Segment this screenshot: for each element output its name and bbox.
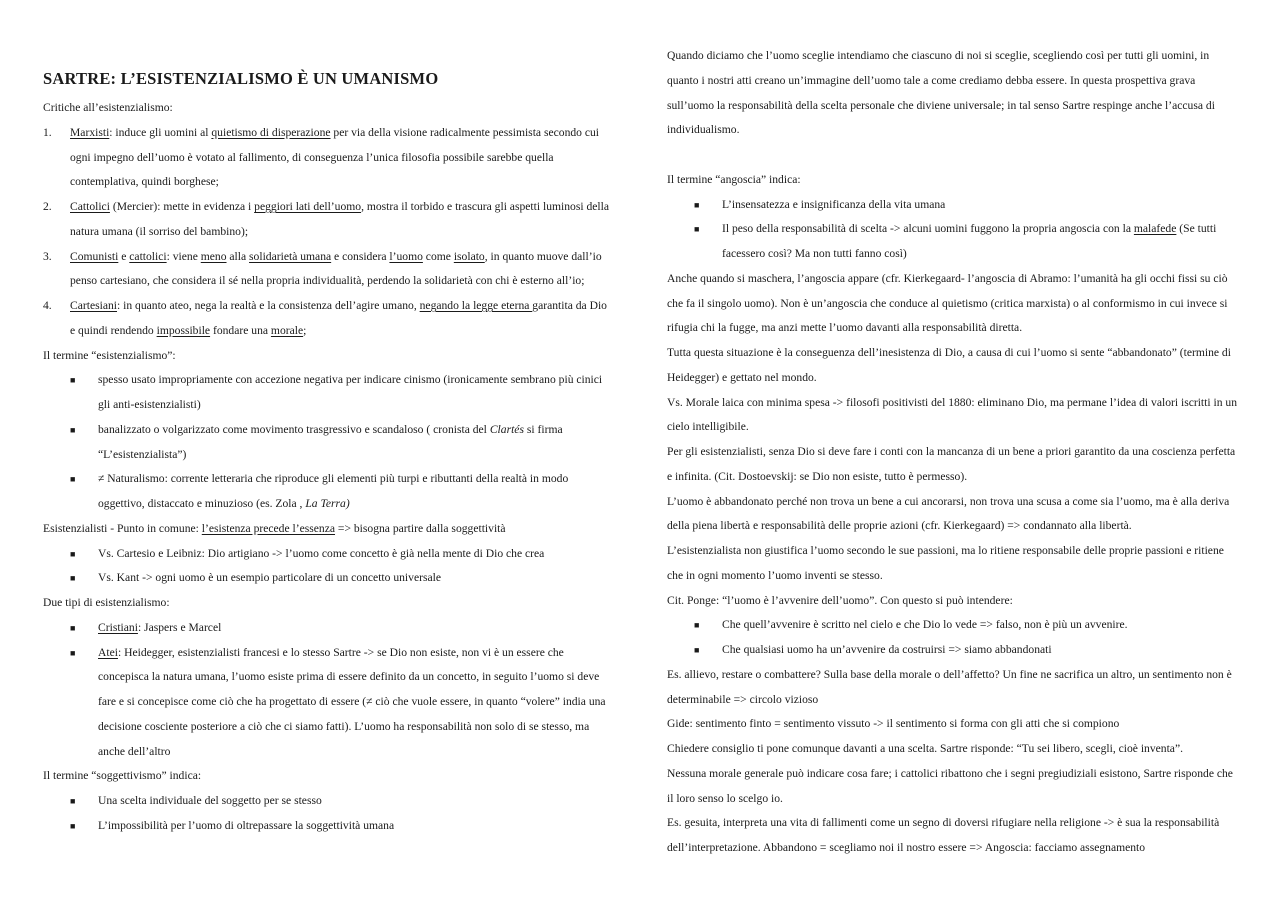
text-run: Esistenzialisti - Punto in comune: <box>43 521 202 535</box>
underlined-term: l’uomo <box>389 249 423 263</box>
text-run: e <box>118 249 130 263</box>
underlined-term: cattolici <box>129 249 167 263</box>
item-text <box>98 368 613 418</box>
square-bullet-icon: ■ <box>694 224 700 235</box>
numbered-item <box>43 245 613 295</box>
item-text <box>98 467 613 517</box>
underlined-term: malafede <box>1133 222 1177 236</box>
text-run: : Heidegger, esistenzialisti francesi e lo stesso Sartre -> se Dio non esiste, non vi è un essere che concepisca la natura umana, l’uomo esiste prima di essere definito da un concetto, in seguito l’uomo si deve fare e si concepisce come ciò che ha progettato di essere (≠ ciò che vuole essere, in quanto “volere” india una decisione cosciente posteriore a ciò che ci siamo fatti). L’uomo ha responsabilità non solo di se stesso, ma anche dell’altro <box>98 645 606 758</box>
body-paragraph: Vs. Morale laica con minima spesa -> filosofi positivisti del 1880: eliminano Dio, ma permane l’idea di valori iscritti in un cielo intelligibile. <box>667 395 1238 434</box>
item-text <box>98 616 613 641</box>
item-text <box>70 294 613 344</box>
square-bullet-icon: ■ <box>694 645 700 655</box>
numbered-item <box>43 195 613 245</box>
text-run: ; <box>303 323 307 337</box>
item-text <box>70 121 613 195</box>
body-paragraph: Gide: sentimento finto = sentimento vissuto -> il sentimento si forma con gli atti che si compiono <box>667 717 1120 731</box>
text-run: si firma “L’esistenzialista”) <box>98 422 563 461</box>
bullet-item <box>43 789 613 814</box>
bullet-item <box>43 467 613 517</box>
text-run: , mostra il torbido e trascura gli aspetti luminosi della natura umana (il sorriso del bambino); <box>70 200 609 238</box>
numbered-item <box>43 294 613 344</box>
body-paragraph: Anche quando si maschera, l’angoscia appare (cfr. Kierkegaard- l’angoscia di Abramo: l’umanità ha gli occhi fissi su ciò che fa il singolo uomo). Non è un’angoscia che conduce al quietismo (critica marxista) o al conformismo in cui invece si rifugia chi la fugge, ma anzi mette l’uomo davanti alla responsabilità diretta. <box>667 271 1228 335</box>
item-text <box>722 217 1239 267</box>
italic-title: La Terra) <box>305 497 350 510</box>
text-run: (Se tutti facessero così? Ma non tutti fanno così) <box>722 222 1217 260</box>
square-bullet-icon: ■ <box>694 199 700 210</box>
underlined-term: Cattolici <box>70 200 110 213</box>
text-run: : in quanto ateo, nega la realtà e la consistenza dell’agire umano, <box>117 299 420 312</box>
text-run: : viene <box>166 249 201 263</box>
punto-in-comune <box>43 517 613 542</box>
underlined-term: solidarietà umana <box>249 249 332 263</box>
bullet-item <box>667 638 1239 663</box>
termine-angoscia: Il termine “angoscia” indica: <box>667 172 801 186</box>
bullet-item <box>667 217 1239 267</box>
body-paragraph: Chiedere consiglio ti pone comunque davanti a una scelta. Sartre risponde: “Tu sei libero, scegli, cioè inventa”. <box>667 742 1183 755</box>
intro-paragraph: Quando diciamo che l’uomo sceglie intendiamo che ciascuno di noi si sceglie, scegliendo così per tutti gli uomini, in quanto i nostri atti creano un’immagine dell’uomo tale a come crediamo debba essere. In questa prospettiva grava sull’uomo la responsabilità della scelta personale che diviene universale; in tal senso Sartre respinge anche l’accusa di individualismo. <box>667 49 1215 137</box>
underlined-term: Comunisti <box>70 249 119 263</box>
text-run: Che qualsiasi uomo ha un’avvenire da costruirsi => siamo abbandonati <box>722 643 1052 656</box>
body-paragraph: L’esistenzialista non giustifica l’uomo secondo le sue passioni, ma lo ritiene responsabile delle proprie passioni e ritiene che in ogni momento l’uomo inventi se stesso. <box>667 544 1224 582</box>
termine-esistenzialismo: Il termine “esistenzialismo”: <box>43 348 176 362</box>
text-run: ≠ Naturalismo: corrente letteraria che riproduce gli elementi più turpi e ributtanti della realtà in modo oggettivo, distaccato e minuzioso (es. Zola , <box>98 472 569 510</box>
esistenzialismo-bullets <box>43 368 613 517</box>
text-run: alla <box>226 249 250 263</box>
body-paragraph: Es. allievo, restare o combattere? Sulla base della morale o dell’affetto? Un fine ne sacrifica un altro, un sentimento non è determinabile => circolo vizioso <box>667 667 1232 706</box>
item-text <box>722 613 1239 638</box>
critiche-intro: Critiche all’esistenzialismo: <box>43 101 173 114</box>
text-run: e considera <box>331 249 390 263</box>
text-run: Una scelta individuale del soggetto per se stesso <box>98 794 322 807</box>
bullet-item <box>43 542 613 567</box>
item-number: 1. <box>43 125 52 139</box>
square-bullet-icon: ■ <box>70 820 76 831</box>
text-run: L’impossibilità per l’uomo di oltrepassare la soggettività umana <box>98 818 395 832</box>
text-run: Che quell’avvenire è scritto nel cielo e che Dio lo vede => falso, non è più un avvenire. <box>722 618 1128 632</box>
underlined-term: quietismo di disperazione <box>211 125 331 139</box>
text-run: : Jaspers e Marcel <box>137 620 222 634</box>
text-run: : induce gli uomini al <box>109 125 212 139</box>
soggettivismo-bullets <box>43 789 613 839</box>
item-text <box>98 641 613 765</box>
left-flow <box>43 96 613 839</box>
text-run: garantita da Dio e quindi rendendo <box>70 299 607 337</box>
underlined-term: Atei <box>98 645 118 659</box>
item-text <box>98 418 613 468</box>
underlined-term: meno <box>200 249 227 263</box>
underlined-term: peggiori lati dell’uomo <box>254 200 362 213</box>
critiche-list <box>43 121 613 344</box>
page-title: SARTRE: L’ESISTENZIALISMO È UN UMANISMO <box>43 69 439 88</box>
square-bullet-icon: ■ <box>70 474 76 485</box>
text-run: => bisogna partire dalla soggettività <box>335 521 506 535</box>
numbered-item <box>43 121 613 195</box>
italic-title: Clartés <box>489 422 524 436</box>
body-paragraph: Cit. Ponge: “l’uomo è l’avvenire dell’uomo”. Con questo si può intendere: <box>667 593 1013 607</box>
bullet-item <box>667 193 1239 218</box>
square-bullet-icon: ■ <box>694 620 700 631</box>
underlined-term: Cartesiani <box>70 299 118 312</box>
paragraphs-a <box>667 267 1239 614</box>
item-number: 3. <box>43 249 52 263</box>
body-paragraph: Per gli esistenzialisti, senza Dio si deve fare i conti con la mancanza di un bene a priori garantito da una coscienza perfetta e infinita. (Cit. Dostoevskij: se Dio non esiste, tutto è permesso). <box>667 445 1236 483</box>
item-number: 4. <box>43 299 52 312</box>
paragraph-gap <box>667 143 1239 168</box>
text-run: banalizzato o volgarizzato come movimento trasgressivo e scandaloso ( cronista del <box>98 422 490 436</box>
angoscia-bullets <box>667 193 1239 267</box>
punto-bullets <box>43 542 613 592</box>
square-bullet-icon: ■ <box>70 796 76 806</box>
text-run: , in quanto muove dall’io penso cartesiano, che considera il sé nella propria individualità, perdendo la solidarietà con chi è esterno all’io; <box>70 249 602 288</box>
body-paragraph: Es. gesuita, interpreta una vita di fallimenti come un segno di doversi rifugiare nella religione -> è sua la responsabilità dell’interpretazione. Abbandono = scegliamo noi il nostro essere => Angoscia: facciamo assegnamento <box>667 816 1220 854</box>
text-run: spesso usato impropriamente con accezione negativa per indicare cinismo (ironicamente sembrano più cinici gli anti-esistenzialisti) <box>98 373 603 411</box>
text-run: Vs. Kant -> ogni uomo è un esempio particolare di un concetto universale <box>98 571 441 585</box>
ponge-bullets <box>667 613 1239 663</box>
underlined-term: morale <box>270 323 304 337</box>
item-text <box>70 245 613 295</box>
due-tipi: Due tipi di esistenzialismo: <box>43 596 170 609</box>
item-text <box>98 814 613 839</box>
item-text <box>722 638 1239 663</box>
bullet-item <box>43 641 613 765</box>
underlined-term: Marxisti <box>70 125 110 139</box>
text-run: Vs. Cartesio e Leibniz: Dio artigiano -> l’uomo come concetto è già nella mente di Dio che crea <box>98 546 545 560</box>
bullet-item <box>43 566 613 591</box>
body-paragraph: L’uomo è abbandonato perché non trova un bene a cui ancorarsi, non trova una scusa a come sia l’uomo, ma è alla deriva della piena libertà e responsabilità delle proprie azioni (cfr. Kierkegaard) => condannato alla libertà. <box>667 494 1230 533</box>
item-text <box>722 193 1239 218</box>
text-run: L’insensatezza e insignificanza della vita umana <box>722 197 946 211</box>
item-number: 2. <box>43 200 52 213</box>
square-bullet-icon: ■ <box>70 622 76 633</box>
text-run: (Mercier): mette in evidenza i <box>109 200 255 213</box>
text-run: per via della visione radicalmente pessimista secondo cui ogni impegno dell’uomo è votato al fallimento, di conseguenza l’unica filosofia possibile sarebbe quella contemplativa, quindi borghese; <box>70 125 600 189</box>
square-bullet-icon: ■ <box>70 573 76 584</box>
underlined-term: Cristiani <box>98 620 138 634</box>
bullet-item <box>667 613 1239 638</box>
item-text <box>70 195 613 245</box>
square-bullet-icon: ■ <box>70 375 76 386</box>
underlined-term: l’esistenza precede l’essenza <box>201 521 336 535</box>
text-run: come <box>422 249 454 263</box>
body-paragraph: Nessuna morale generale può indicare cosa fare; i cattolici ribattono che i segni pregiudiziali esistono, Sartre risponde che il loro senso lo scelgo io. <box>667 766 1233 805</box>
paragraphs-b <box>667 663 1239 861</box>
body-paragraph: Tutta questa situazione è la conseguenza dell’inesistenza di Dio, a causa di cui l’uomo si sente “abbandonato” (termine di Heidegger) e gettato nel mondo. <box>667 346 1231 384</box>
bullet-item <box>43 616 613 641</box>
square-bullet-icon: ■ <box>70 647 76 658</box>
item-text <box>98 566 613 591</box>
item-text <box>98 789 613 814</box>
item-text <box>98 542 613 567</box>
text-run: fondare una <box>210 323 271 337</box>
right-flow <box>667 44 1239 861</box>
underlined-term: negando la legge eterna <box>419 299 533 312</box>
square-bullet-icon: ■ <box>70 424 76 435</box>
underlined-term: isolato <box>453 249 485 263</box>
text-run: Il peso della responsabilità di scelta -> alcuni uomini fuggono la propria angoscia con la <box>722 222 1134 236</box>
termine-soggettivismo: Il termine “soggettivismo” indica: <box>43 769 202 783</box>
underlined-term: impossibile <box>156 323 211 337</box>
square-bullet-icon: ■ <box>70 548 76 559</box>
tipi-bullets <box>43 616 613 765</box>
bullet-item <box>43 814 613 839</box>
bullet-item <box>43 368 613 418</box>
bullet-item <box>43 418 613 468</box>
